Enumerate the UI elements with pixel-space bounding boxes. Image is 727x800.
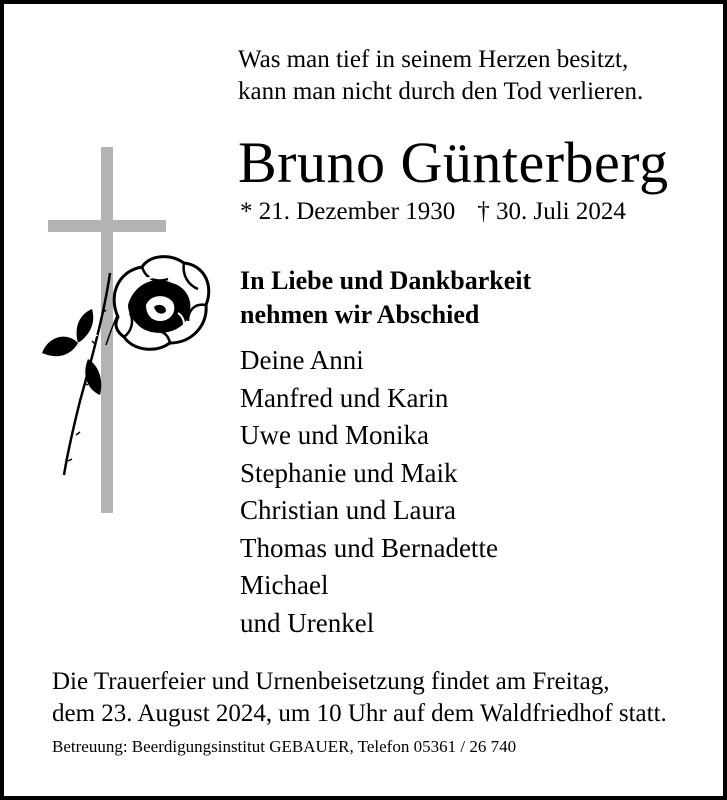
- ceremony-line-2: dem 23. August 2024, um 10 Uhr auf dem Waldfriedhof statt.: [52, 700, 667, 727]
- funeral-home-info: Betreuung: Beerdigungsinstitut GEBAUER, Telefon 05361 / 26 740: [52, 737, 517, 756]
- ceremony-info: [52, 666, 667, 730]
- mourner: Thomas und Bernadette: [240, 532, 498, 563]
- mourners-list: [240, 342, 498, 642]
- cross-with-rose: [38, 145, 218, 520]
- deceased-name: Bruno Günterberg: [238, 130, 669, 195]
- life-dates: [240, 196, 626, 228]
- memorial-quote: [238, 44, 698, 108]
- quote-line-1: Was man tief in seinem Herzen besitzt,: [238, 46, 629, 73]
- mourner: Christian und Laura: [240, 495, 456, 525]
- mourner: Deine Anni: [240, 345, 364, 375]
- ceremony-line-1: Die Trauerfeier und Urnenbeisetzung findet am Freitag,: [52, 668, 610, 695]
- farewell-heading: [240, 264, 531, 332]
- mourner: Uwe und Monika: [240, 420, 429, 450]
- quote-line-2: kann man nicht durch den Tod verlieren.: [238, 78, 644, 105]
- mourner: Manfred und Karin: [240, 382, 449, 413]
- rose-icon: [42, 257, 209, 475]
- death-date: † 30. Juli 2024: [477, 198, 626, 225]
- farewell-line-1: In Liebe und Dankbarkeit: [240, 266, 532, 295]
- birth-date: * 21. Dezember 1930: [240, 198, 456, 225]
- mourner: und Urenkel: [240, 607, 375, 638]
- mourner: Michael: [240, 570, 329, 600]
- mourner: Stephanie und Maik: [240, 457, 458, 488]
- farewell-line-2: nehmen wir Abschied: [240, 300, 480, 329]
